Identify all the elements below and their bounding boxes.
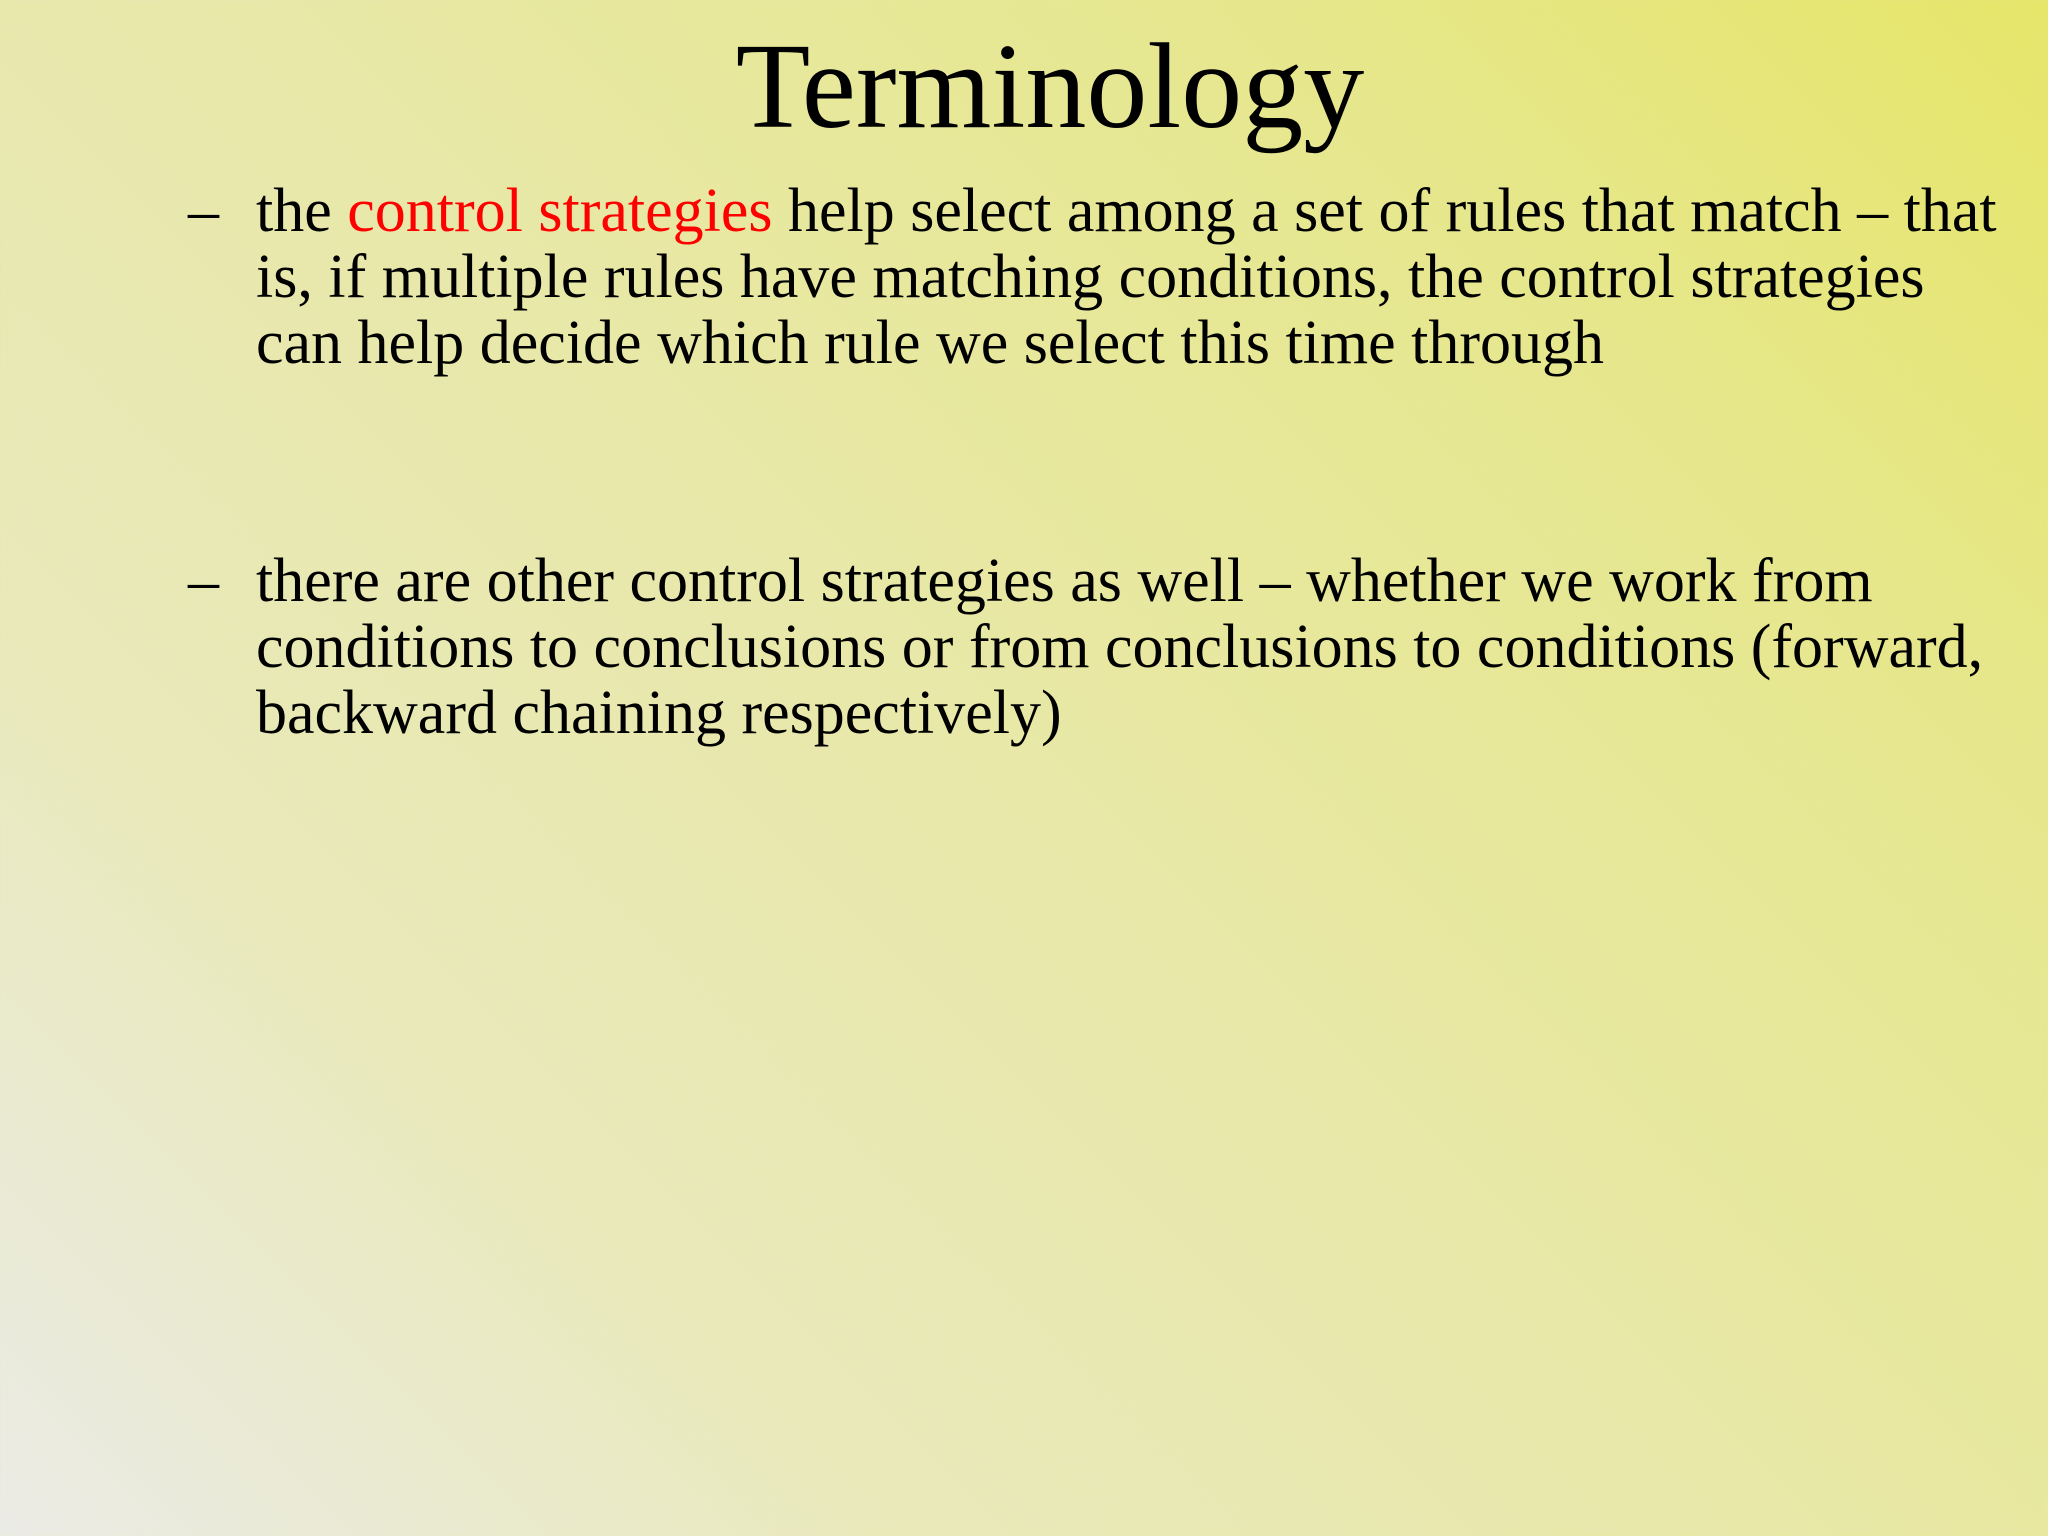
dash-marker: –: [188, 547, 219, 615]
bullet-text-after: help select among a set of rules that match – that is, if multiple rules have matching conditions, the control strategies can help decide which rule we select this time through: [256, 177, 1997, 377]
bullet-text: [256, 178, 2001, 376]
dash-marker: –: [188, 177, 219, 245]
bullet-text: there are other control strategies as well – whether we work from conditions to conclusions or from conclusions to conditions (forward, backward chaining respectively): [256, 547, 1984, 747]
highlighted-term: control strategies: [347, 177, 773, 245]
slide-title: Terminology: [735, 19, 1365, 154]
bullet-text-before: the: [256, 177, 348, 245]
